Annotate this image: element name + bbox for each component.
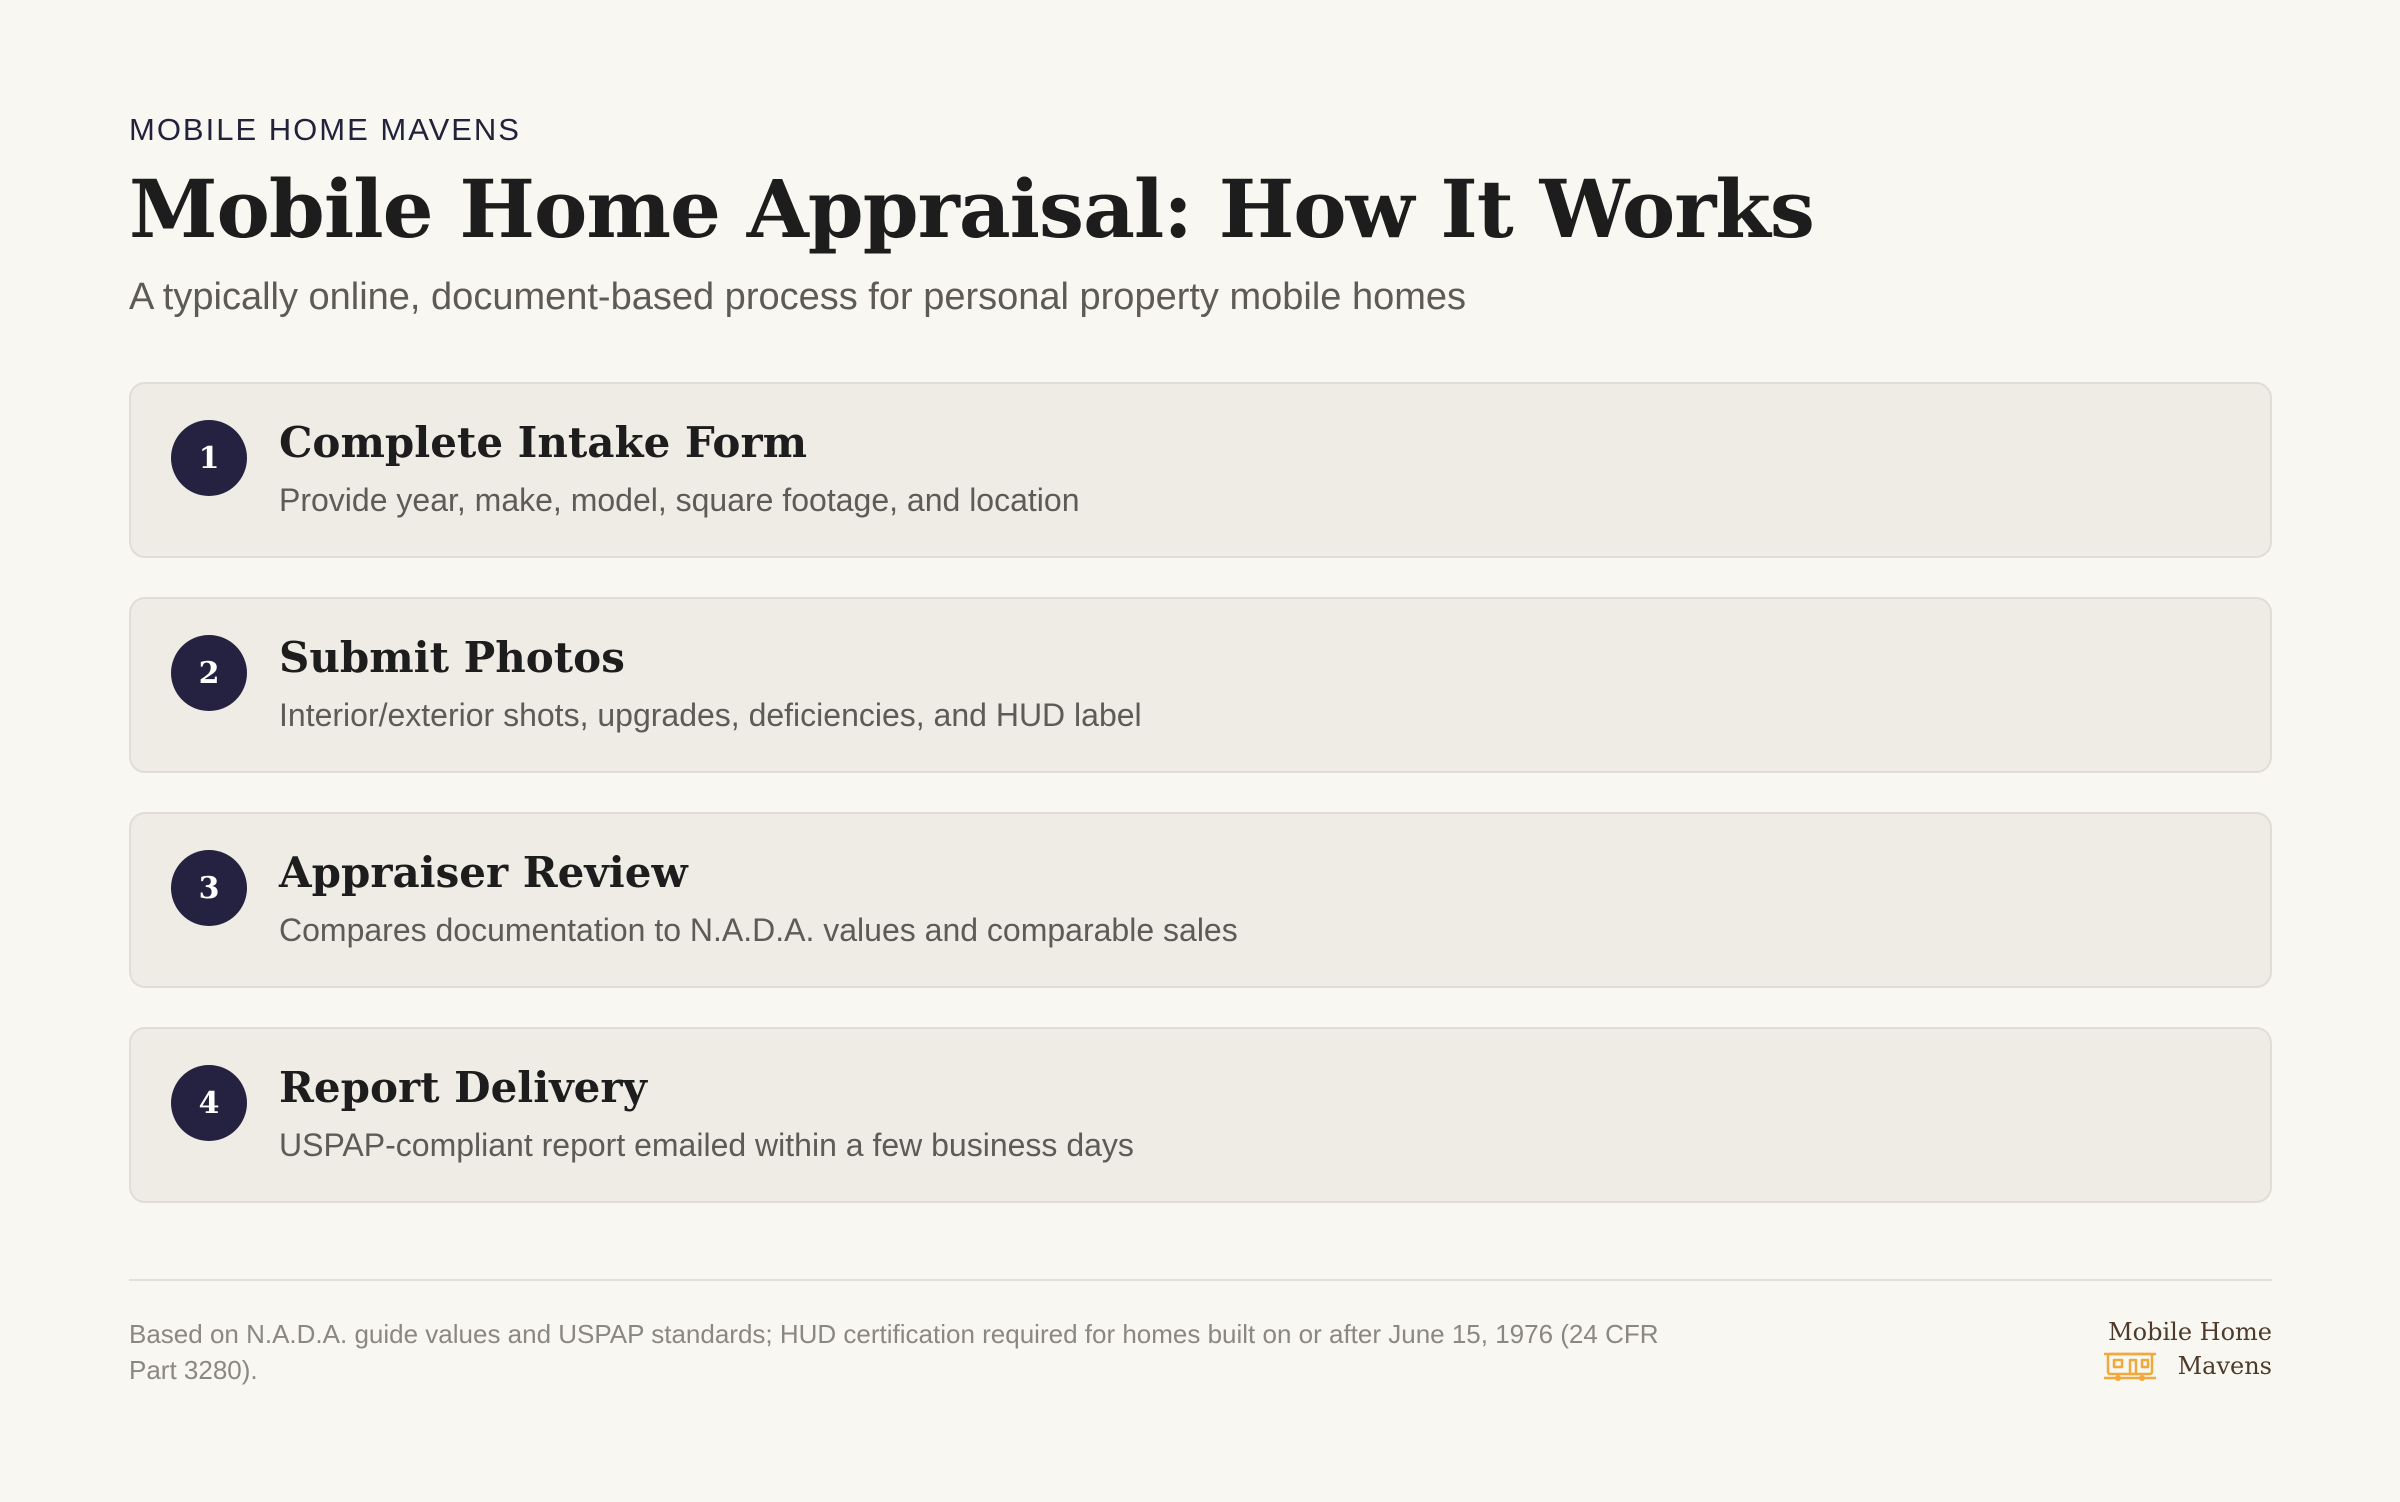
step-number-badge: 3 [171,850,247,926]
step-description: Compares documentation to N.A.D.A. values and comparable sales [279,912,1238,948]
brand-eyebrow: MOBILE HOME MAVENS [129,112,521,147]
step-title: Appraiser Review [279,848,688,897]
step-card-4 [129,1027,2272,1203]
step-title: Complete Intake Form [279,418,808,467]
page [129,0,2272,1502]
mobile-home-icon [2102,1348,2158,1382]
page-title: Mobile Home Appraisal: How It Works [129,162,1814,256]
source-footnote: Based on N.A.D.A. guide values and USPAP standards; HUD certification required for homes built on or after June 15, 1976 (24 CFR Part 3280). [129,1319,1659,1385]
footer-divider [129,1279,2272,1281]
step-card-1 [129,382,2272,558]
step-title: Report Delivery [279,1063,647,1112]
logo-text-line2: Mavens [2177,1352,2272,1380]
step-description: USPAP-compliant report emailed within a few business days [279,1127,1134,1163]
step-title: Submit Photos [279,633,625,682]
step-number-badge: 4 [171,1065,247,1141]
brand-logo [2102,1318,2272,1384]
page-subtitle: A typically online, document-based process for personal property mobile homes [129,276,1467,318]
process-steps [129,382,2272,1242]
step-number-badge: 1 [171,420,247,496]
step-description: Provide year, make, model, square footage, and location [279,482,1080,518]
step-card-3 [129,812,2272,988]
step-card-2 [129,597,2272,773]
logo-text-line1: Mobile Home [2108,1318,2272,1346]
step-number-badge: 2 [171,635,247,711]
step-description: Interior/exterior shots, upgrades, deficiencies, and HUD label [279,697,1142,733]
